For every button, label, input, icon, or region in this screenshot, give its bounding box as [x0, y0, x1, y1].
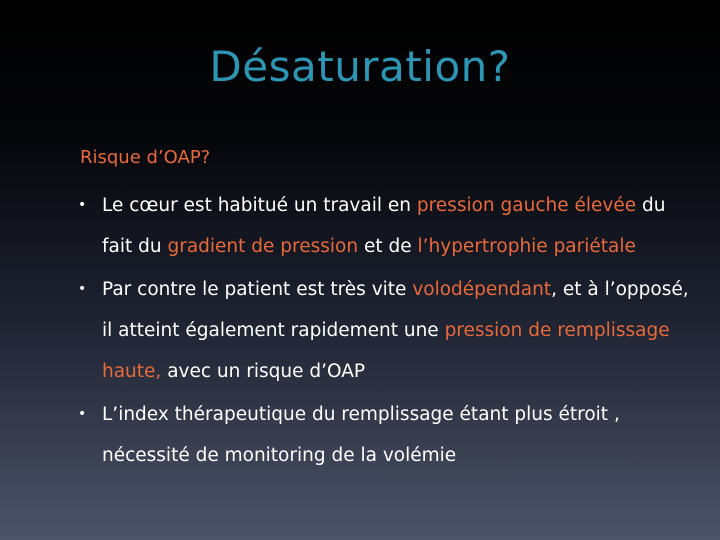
bullet-highlight: pression de remplissage haute, [102, 320, 670, 382]
bullet-text: du fait du [102, 195, 666, 257]
bullet-dot: • [78, 281, 87, 297]
bullet-highlight: gradient de pression [167, 236, 359, 257]
bullet-highlight: l’hypertrophie pariétale [417, 236, 636, 257]
bullet-highlight: volodépendant [412, 279, 552, 300]
bullet-item [76, 185, 696, 267]
slide-subtitle: Risque d’OAP? [80, 147, 211, 168]
bullet-highlight: pression gauche élevée [416, 195, 637, 216]
bullet-text: Par contre le patient est très vite [102, 279, 413, 300]
slide-title: Désaturation? [209, 42, 511, 91]
bullet-dot: • [78, 197, 87, 213]
bullet-text: avec un risque d’OAP [161, 361, 366, 382]
bullet-text: et de [358, 236, 418, 257]
bullet-dot: • [78, 406, 87, 422]
bullet-text: L’index thérapeutique du remplissage étant plus étroit , nécessité de monitoring de la volémie [102, 404, 620, 466]
bullet-text: Le cœur est habitué un travail en [102, 195, 417, 216]
bullet-list [76, 185, 696, 478]
bullet-text: , et à l’opposé, il atteint également rapidement une [102, 279, 689, 341]
bullet-item [76, 269, 696, 392]
bullet-item [76, 394, 696, 476]
